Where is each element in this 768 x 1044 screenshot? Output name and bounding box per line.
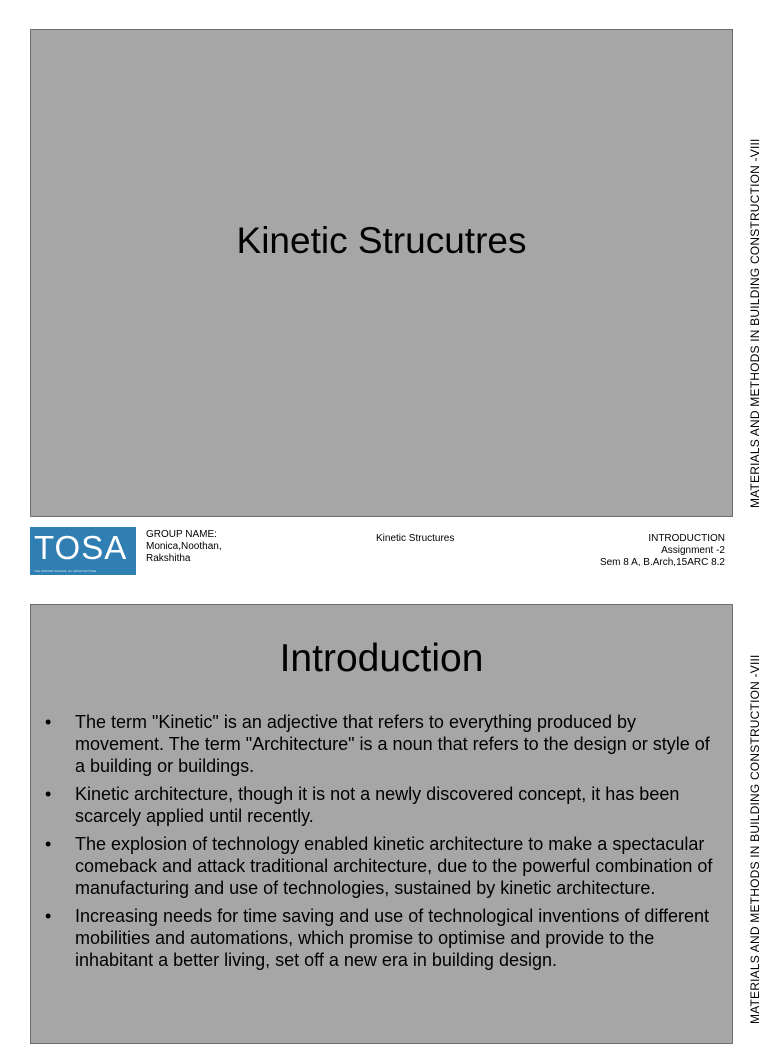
section-label: INTRODUCTION (648, 533, 725, 544)
course-side-label: MATERIALS AND METHODS IN BUILDING CONSTRUCTION -VIII (748, 138, 762, 508)
footer-details (600, 533, 725, 569)
list-item: • The term "Kinetic" is an adjective that refers to everything produced by movement. The term "Architecture" is a noun that refers to the design or style of a building or buildings. (45, 711, 722, 777)
group-names-line2: Rakshitha (146, 553, 191, 564)
slide-title: Kinetic Strucutres (236, 220, 527, 261)
footer-title: Kinetic Structures (376, 533, 455, 544)
list-item: • The explosion of technology enabled kinetic architecture to make a spectacular comeback and attack traditional architecture, due to the powerful combination of manufacturing and use of technologies, sustained by kinetic architecture. (45, 833, 722, 899)
list-item: • Increasing needs for time saving and use of technological inventions of different mobilities and automations, which promise to optimise and provide to the inhabitant a better living, set off a new era in building design. (45, 905, 722, 971)
slide-title: Introduction (279, 637, 484, 680)
logo-text: TOSA (34, 529, 128, 566)
group-names-line1: Monica,Noothan, (146, 541, 222, 552)
list-item: • Kinetic architecture, though it is not a newly discovered concept, it has been scarcely applied until recently. (45, 783, 722, 827)
semester-label: Sem 8 A, B.Arch,15ARC 8.2 (599, 557, 725, 568)
introduction-slide (30, 604, 733, 1044)
group-label: GROUP NAME: (146, 529, 217, 540)
logo-subtext: THE OXFORD SCHOOL OF ARCHITECTURE (34, 569, 97, 573)
group-info (146, 529, 222, 565)
bullet-list (45, 711, 722, 977)
assignment-label: Assignment -2 (661, 545, 725, 556)
slide-footer (30, 525, 733, 577)
tosa-logo (30, 527, 136, 575)
course-side-label: MATERIALS AND METHODS IN BUILDING CONSTRUCTION -VIII (748, 654, 762, 1024)
title-slide (30, 29, 733, 517)
